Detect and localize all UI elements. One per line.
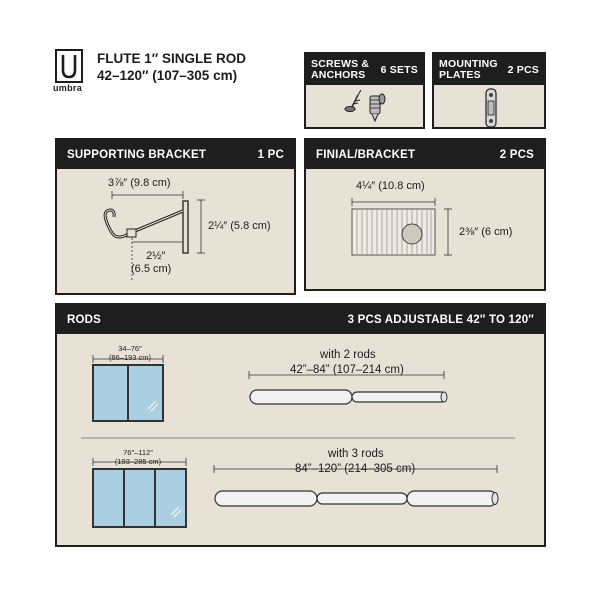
- window-three-pane-icon: [93, 469, 186, 527]
- plates-label-line1: MOUNTING: [439, 57, 498, 70]
- three-rods-range: 84”–120” (214–305 cm): [295, 463, 416, 475]
- finial-label: FINIAL/BRACKET: [316, 148, 416, 161]
- three-rod-drawing: [55, 303, 546, 547]
- bracket-depth-line1: 2½″: [146, 250, 166, 262]
- mounting-plates-panel: [432, 52, 546, 129]
- bracket-depth-line2: (6.5 cm): [131, 263, 172, 275]
- bracket-qty: 1 PC: [257, 148, 284, 161]
- umbra-logo-icon: [56, 50, 82, 82]
- finial-height-dimension: 2⅜″ (6 cm): [459, 226, 513, 238]
- screw-anchor-icon: [342, 87, 402, 127]
- screws-anchors-panel: [304, 52, 425, 129]
- screws-label-line2: ANCHORS: [311, 68, 366, 81]
- window-three-size-line2: (193–285 cm): [114, 457, 162, 466]
- product-title-line2: 42–120″ (107–305 cm): [97, 68, 238, 83]
- bracket-width-dimension: 3⅞″ (9.8 cm): [108, 177, 171, 189]
- product-title: [97, 50, 246, 84]
- rods-label: RODS: [67, 313, 102, 326]
- mounting-plate-icon: [481, 86, 501, 130]
- brand-name: umbra: [53, 83, 83, 93]
- plates-qty: 2 PCS: [507, 63, 539, 76]
- product-title-line1: FLUTE 1″ SINGLE ROD: [97, 51, 246, 66]
- two-rods-range: 42”–84” (107–214 cm): [290, 364, 404, 376]
- window-two-size-line2: (86–193 cm): [108, 353, 152, 362]
- bracket-drawing: [55, 138, 295, 298]
- window-two-size-line1: 34–76″: [118, 344, 142, 353]
- bracket-label: SUPPORTING BRACKET: [67, 148, 207, 161]
- screws-qty: 6 SETS: [380, 63, 418, 76]
- window-three-size-line1: 76″–112″: [123, 448, 153, 457]
- finial-width-dimension: 4¼″ (10.8 cm): [356, 180, 425, 192]
- rods-qty: 3 PCS ADJUSTABLE 42″ TO 120″: [347, 313, 534, 326]
- plates-label-line2: PLATES: [439, 68, 481, 81]
- bracket-height-dimension: 2¼″ (5.8 cm): [208, 220, 271, 232]
- finial-drawing: [304, 138, 544, 288]
- two-rods-caption: with 2 rods: [320, 349, 376, 361]
- three-rods-caption: with 3 rods: [328, 448, 384, 460]
- screws-label-line1: SCREWS &: [311, 57, 370, 70]
- finial-qty: 2 PCS: [499, 148, 534, 161]
- three-rods-icon: [215, 491, 498, 506]
